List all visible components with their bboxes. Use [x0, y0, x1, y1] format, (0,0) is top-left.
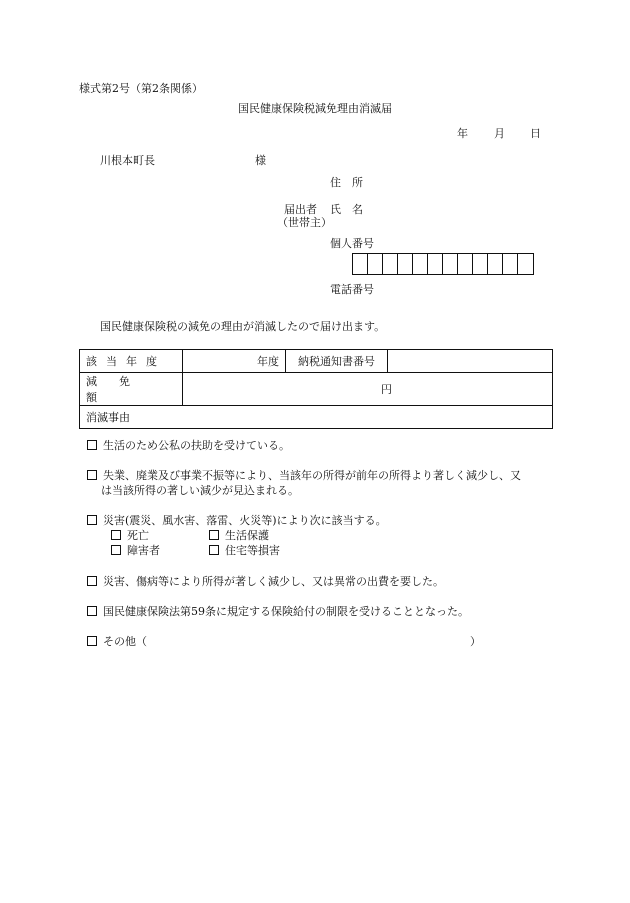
- fiscal-year-field[interactable]: 年度: [183, 350, 286, 373]
- checkbox[interactable]: [111, 530, 121, 540]
- personal-number-digit-box[interactable]: [518, 254, 533, 274]
- reason-item-other[interactable]: [87, 633, 147, 649]
- option-text: 生活保護: [225, 529, 269, 542]
- reason-text: 失業、廃業及び事業不振等により、当該年の所得が前年の所得より著しく減少し、又: [103, 469, 521, 482]
- reason-text: その他（: [103, 635, 147, 648]
- personal-number-digit-box[interactable]: [488, 254, 503, 274]
- declaration-statement: 国民健康保険税の減免の理由が消滅したので届け出ます。: [100, 320, 386, 333]
- phone-label: 電話番号: [330, 283, 374, 296]
- name-label: 氏 名: [330, 203, 363, 216]
- checkbox[interactable]: [87, 636, 97, 646]
- household-head-label: （世帯主）: [277, 216, 332, 229]
- reason-item-income-decrease[interactable]: [87, 467, 521, 483]
- reason-text: 国民健康保険法第59条に規定する保険給付の制限を受けることとなった。: [103, 605, 469, 618]
- checkbox[interactable]: [87, 470, 97, 480]
- reason-item-public-assistance[interactable]: [87, 437, 290, 453]
- address-label: 住 所: [330, 176, 363, 189]
- reason-item-disaster[interactable]: [87, 512, 387, 528]
- personal-number-digit-box[interactable]: [428, 254, 443, 274]
- date-month-label: 月: [494, 127, 505, 140]
- reason-text: 生活のため公私の扶助を受けている。: [103, 439, 290, 452]
- form-title: 国民健康保険税減免理由消滅届: [238, 102, 392, 115]
- option-text: 障害者: [127, 544, 160, 557]
- other-close-paren: ）: [470, 635, 481, 648]
- date-day-label: 日: [530, 127, 541, 140]
- disaster-option-disability[interactable]: [111, 542, 160, 558]
- reason-item-benefit-restriction[interactable]: [87, 603, 469, 619]
- reasons-cell: [80, 406, 553, 648]
- personal-number-digit-box[interactable]: [383, 254, 398, 274]
- personal-number-digit-box[interactable]: [458, 254, 473, 274]
- reduction-form-table: [79, 349, 553, 648]
- notice-number-field[interactable]: [388, 350, 553, 373]
- reason-text-continuation: は当該所得の著しい減少が見込まれる。: [101, 484, 299, 497]
- checkbox[interactable]: [209, 545, 219, 555]
- fiscal-year-label: 該当年度: [80, 350, 183, 373]
- date-year-label: 年: [457, 127, 468, 140]
- form-number-label: 様式第2号（第2条関係）: [79, 82, 203, 95]
- personal-number-digit-box[interactable]: [473, 254, 488, 274]
- reason-text: 災害、傷病等により所得が著しく減少し、又は異常の出費を要した。: [103, 575, 444, 588]
- personal-number-boxes[interactable]: [352, 253, 534, 275]
- submitter-label: 届出者: [284, 203, 317, 216]
- option-text: 死亡: [127, 529, 149, 542]
- addressee-honorific: 様: [255, 154, 266, 167]
- personal-number-digit-box[interactable]: [443, 254, 458, 274]
- checkbox[interactable]: [87, 606, 97, 616]
- reduction-amount-label: 減免額: [80, 373, 183, 406]
- reason-text: 災害(震災、風水害、落雷、火災等)により次に該当する。: [103, 514, 387, 527]
- personal-number-digit-box[interactable]: [398, 254, 413, 274]
- option-text: 住宅等損害: [225, 544, 280, 557]
- addressee-name: 川根本町長: [100, 154, 155, 167]
- notice-number-label: 納税通知書番号: [286, 350, 388, 373]
- personal-number-digit-box[interactable]: [413, 254, 428, 274]
- personal-number-digit-box[interactable]: [353, 254, 368, 274]
- checkbox[interactable]: [87, 440, 97, 450]
- reason-item-extraordinary-expense[interactable]: [87, 573, 444, 589]
- reasons-heading: 消滅事由: [86, 411, 130, 424]
- disaster-option-death[interactable]: [111, 527, 149, 543]
- personal-number-digit-box[interactable]: [503, 254, 518, 274]
- checkbox[interactable]: [87, 576, 97, 586]
- checkbox[interactable]: [111, 545, 121, 555]
- disaster-option-welfare[interactable]: [209, 527, 269, 543]
- disaster-option-housing-damage[interactable]: [209, 542, 280, 558]
- checkbox[interactable]: [209, 530, 219, 540]
- personal-number-label: 個人番号: [330, 237, 374, 250]
- checkbox[interactable]: [87, 515, 97, 525]
- personal-number-digit-box[interactable]: [368, 254, 383, 274]
- reduction-amount-field[interactable]: 円: [183, 373, 553, 406]
